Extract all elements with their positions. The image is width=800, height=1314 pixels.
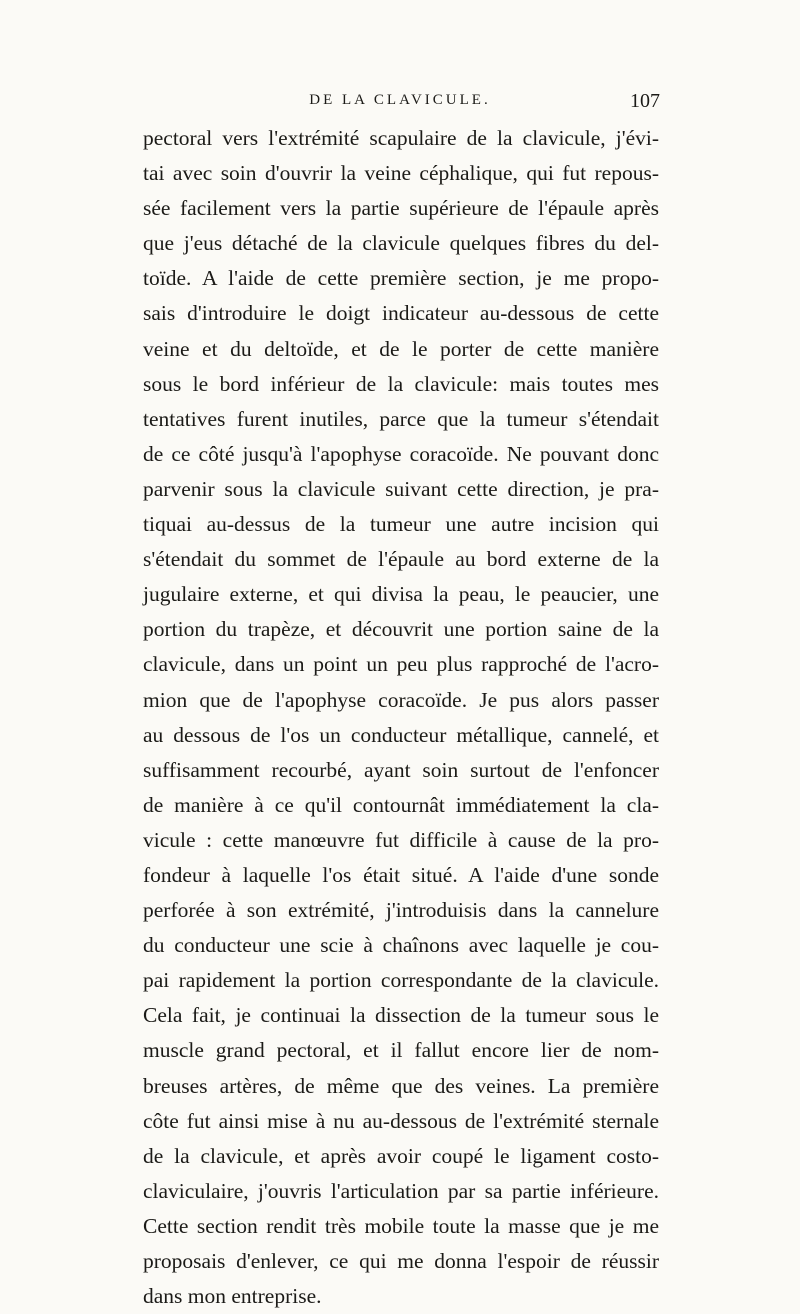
text-line: breuses artères, de même que des veines. La première (143, 1073, 659, 1098)
text-line: du conducteur une scie à chaînons avec laquelle je cou- (143, 933, 659, 958)
running-title: DE LA CLAVICULE. (309, 92, 491, 108)
text-line: au dessous de l'os un conducteur métallique, cannelé, et (143, 722, 659, 747)
text-line: pectoral vers l'extrémité scapulaire de la clavicule, j'évi- (143, 126, 659, 150)
text-line: perforée à son extrémité, j'introduisis dans la cannelure (143, 898, 659, 923)
text-line: clavicule, dans un point un peu plus rapproché de l'acro- (143, 652, 659, 677)
text-line: veine et du deltoïde, et de le porter de cette manière (143, 336, 659, 361)
running-head (140, 92, 660, 114)
text-line: pai rapidement la portion correspondante de la clavicule. (143, 968, 659, 993)
text-line: mion que de l'apophyse coracoïde. Je pus alors passer (143, 687, 659, 712)
text-line: côte fut ainsi mise à nu au-dessous de l'extrémité sternale (143, 1108, 659, 1133)
text-line: jugulaire externe, et qui divisa la peau, le peaucier, une (143, 582, 659, 607)
text-line: suffisamment recourbé, ayant soin surtout de l'enfoncer (143, 757, 659, 782)
text-line: claviculaire, j'ouvris l'articulation par sa partie inférieure. (143, 1178, 659, 1203)
text-line: de ce côté jusqu'à l'apophyse coracoïde. Ne pouvant donc (143, 441, 659, 466)
text-line: proposais d'enlever, ce qui me donna l'espoir de réussir (143, 1249, 659, 1273)
page-number: 107 (630, 90, 660, 112)
text-line: de la clavicule, et après avoir coupé le ligament costo- (143, 1143, 659, 1168)
text-line: dans mon entreprise. (143, 1284, 322, 1309)
text-line: muscle grand pectoral, et il fallut encore lier de nom- (143, 1038, 659, 1063)
text-line: sous le bord inférieur de la clavicule: mais toutes mes (143, 371, 659, 396)
text-line: tentatives furent inutiles, parce que la tumeur s'étendait (143, 406, 659, 431)
text-line: fondeur à laquelle l'os était situé. A l'aide d'une sonde (143, 862, 659, 887)
text-line: vicule : cette manœuvre fut difficile à cause de la pro- (143, 827, 659, 852)
text-line: tiquai au-dessus de la tumeur une autre incision qui (143, 512, 659, 537)
text-line: de manière à ce qu'il contournât immédiatement la cla- (143, 792, 659, 817)
text-line: tai avec soin d'ouvrir la veine céphalique, qui fut repous- (143, 161, 659, 186)
body-text (143, 121, 659, 1314)
text-line: toïde. A l'aide de cette première section, je me propo- (143, 266, 659, 291)
text-line: Cette section rendit très mobile toute la masse que je me (143, 1213, 659, 1238)
text-line: sée facilement vers la partie supérieure de l'épaule après (143, 196, 659, 221)
text-line: parvenir sous la clavicule suivant cette direction, je pra- (143, 476, 659, 501)
text-line: Cela fait, je continuai la dissection de la tumeur sous le (143, 1003, 659, 1028)
text-line: sais d'introduire le doigt indicateur au-dessous de cette (143, 301, 659, 326)
text-line: que j'eus détaché de la clavicule quelques fibres du del- (143, 231, 659, 256)
text-line: portion du trapèze, et découvrit une portion saine de la (143, 617, 659, 642)
text-line: s'étendait du sommet de l'épaule au bord externe de la (143, 547, 659, 572)
